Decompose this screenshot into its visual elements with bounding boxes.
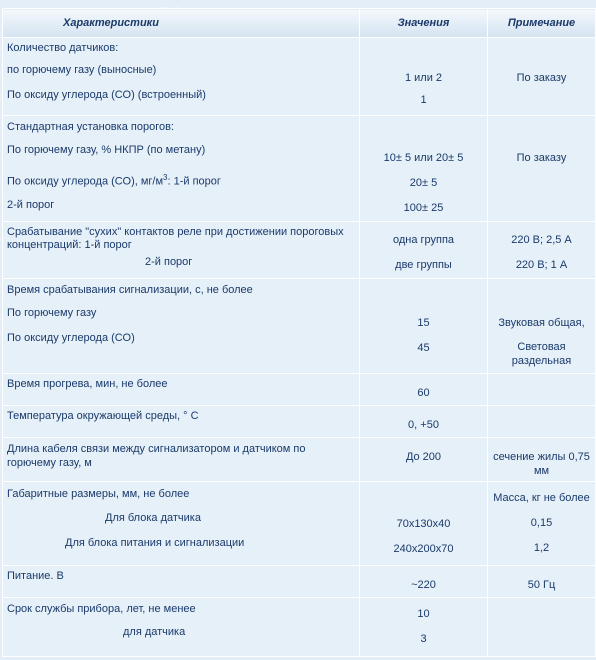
row-dims-note: Масса, кг не более 0,15 1,2 <box>488 482 596 566</box>
row-alarm-label: Время срабатывания сигнализации, с, не более По горючему газу По оксиду углерода (СО) <box>3 279 360 374</box>
row-relay-label: Срабатывание "сухих" контактов реле при достижении пороговых концентраций: 1-й порог 2-й порог <box>3 222 360 279</box>
specs-table <box>2 8 596 657</box>
row-thresholds-label: Стандартная установка порогов: По горючему газу, % НКПР (по метану) По оксиду углерода (СО), $мг/м^3$: 1-й порог 2-й порог <box>3 116 360 222</box>
row-power-label: Питание. В <box>3 566 360 598</box>
row-thresholds-value: 10± 5 или 20± 5 20± 5 100± 25 <box>360 116 488 222</box>
row-temp-label: Температура окружающей среды, ° С <box>3 406 360 438</box>
header-values: Значения <box>360 9 488 38</box>
table-row <box>3 406 596 438</box>
row-cable-value: До 200 <box>360 438 488 482</box>
row-relay-value: одна группа две группы <box>360 222 488 279</box>
row-temp-note <box>488 406 596 438</box>
header-characteristics: Характеристики <box>3 9 360 38</box>
row-warmup-value: 60 <box>360 374 488 406</box>
row-sensors-note: По заказу <box>488 38 596 116</box>
table-row <box>3 566 596 598</box>
row-life-note <box>488 598 596 657</box>
row-life-value: 10 3 <box>360 598 488 657</box>
row-power-value: ~220 <box>360 566 488 598</box>
row-relay-note: 220 В; 2,5 А 220 В; 1 А <box>488 222 596 279</box>
row-dims-label: Габаритные размеры, мм, не более Для блока датчика Для блока питания и сигнализации <box>3 482 360 566</box>
table-row <box>3 438 596 482</box>
table-row <box>3 598 596 657</box>
table-row <box>3 222 596 279</box>
header-notes: Примечание <box>488 9 596 38</box>
row-power-note: 50 Гц <box>488 566 596 598</box>
row-life-label: Срок службы прибора, лет, не менее для датчика <box>3 598 360 657</box>
header-row <box>3 9 596 38</box>
row-sensors-label: Количество датчиков: по горючему газу (выносные) По оксиду углерода (СО) (встроенный) <box>3 38 360 116</box>
row-temp-value: 0, +50 <box>360 406 488 438</box>
table-row <box>3 38 596 116</box>
table-row <box>3 116 596 222</box>
row-cable-note: сечение жилы 0,75 мм <box>488 438 596 482</box>
table-row <box>3 374 596 406</box>
row-thresholds-note: По заказу <box>488 116 596 222</box>
row-dims-value: 70х130х40 240х200х70 <box>360 482 488 566</box>
table-row <box>3 279 596 374</box>
row-warmup-note <box>488 374 596 406</box>
row-cable-label: Длина кабеля связи между сигнализатором и датчиком по горючему газу, м <box>3 438 360 482</box>
row-alarm-note: Звуковая общая, Световая раздельная <box>488 279 596 374</box>
row-sensors-value: 1 или 2 1 <box>360 38 488 116</box>
row-warmup-label: Время прогрева, мин, не более <box>3 374 360 406</box>
row-alarm-value: 15 45 <box>360 279 488 374</box>
table-row <box>3 482 596 566</box>
